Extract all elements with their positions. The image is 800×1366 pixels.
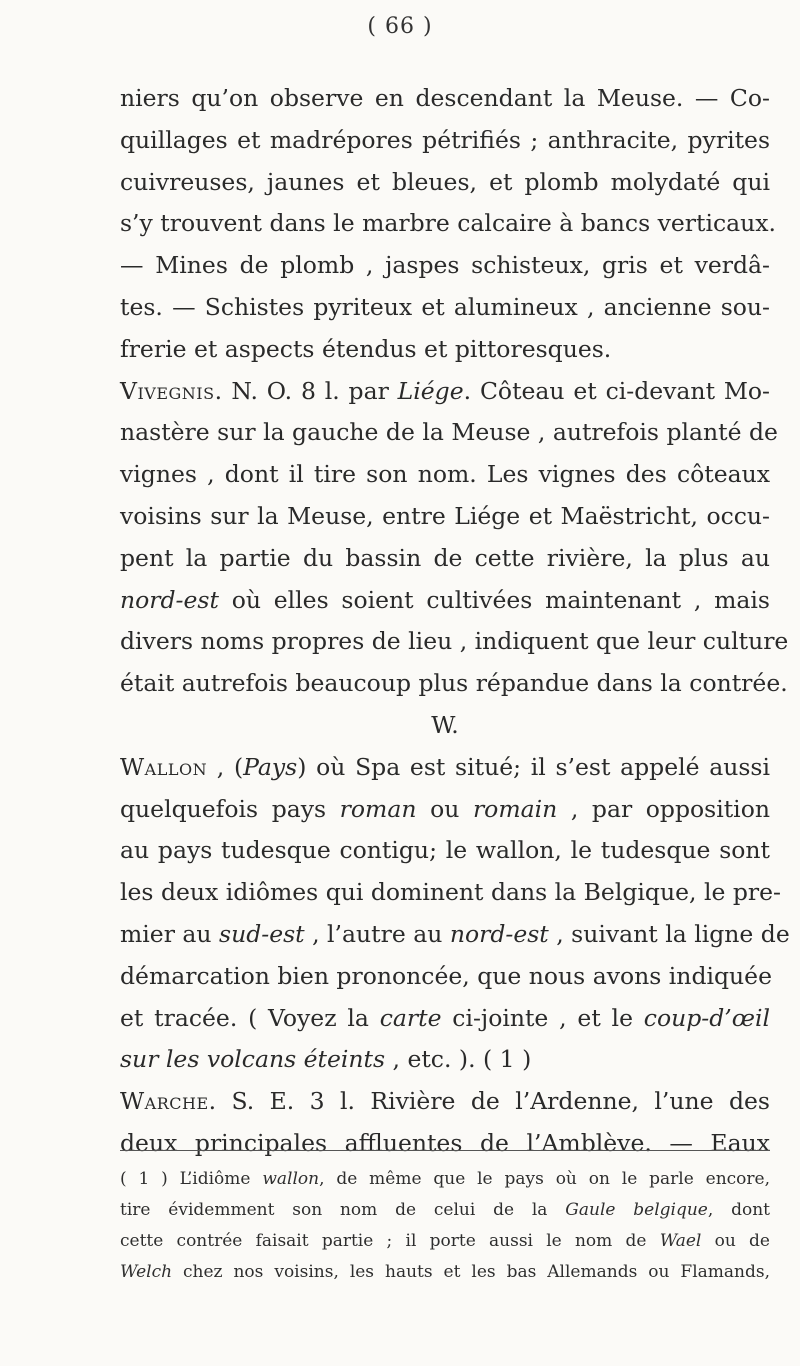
main-text — [120, 78, 790, 1165]
text-line: niers qu’on observe en descendant la Meuse. — Co- — [120, 84, 770, 112]
text-line: s’y trouvent dans le marbre calcaire à bancs verticaux. — [120, 209, 777, 238]
text-line: les deux idiômes qui dominent dans la Belgique, le pre- — [120, 878, 781, 907]
footnote — [120, 1164, 770, 1288]
italic-term: coup-d’œil — [643, 1003, 770, 1032]
entry-text: , etc. ). ( 1 ) — [385, 1045, 532, 1074]
entry-head-warche: Warche — [120, 1087, 209, 1116]
text-line: quillages et madrépores pétrifiés ; anthracite, pyrites — [120, 125, 770, 154]
text-line — [120, 580, 770, 622]
entry-wallon-line — [120, 747, 770, 789]
text-line: au pays tudesque contigu; le wallon, le tudesque sont — [120, 836, 770, 865]
place-liege: Liége — [397, 376, 464, 405]
entry-text: et tracée. ( Voyez la — [120, 1003, 380, 1032]
text-line — [120, 1039, 770, 1081]
footnote-line — [120, 1195, 770, 1226]
text-line — [120, 914, 790, 956]
italic-term: Welch — [120, 1262, 173, 1282]
entry-text: ) où Spa est situé; il s’est appelé aussi — [297, 752, 771, 781]
footnote-rule — [120, 1150, 770, 1151]
text-line: frerie et aspects étendus et pittoresques. — [120, 334, 612, 363]
footnote-text: tire évidemment son nom de celui de la — [120, 1200, 566, 1220]
footnote-line — [120, 1226, 770, 1257]
italic-term: sur les volcans éteints — [120, 1045, 386, 1074]
text-line: vignes , dont il tire son nom. Les vignes des côteaux — [120, 460, 770, 489]
italic-term: roman — [339, 794, 417, 823]
entry-text: ci-jointe , et le — [441, 1003, 644, 1032]
section-letter: W. — [431, 710, 459, 739]
italic-term: nord-est — [449, 919, 549, 948]
text-line: divers noms propres de lieu , indiquent que leur culture — [120, 627, 789, 656]
text-line: démarcation bien prononcée, que nous avons indiquée — [120, 961, 772, 990]
entry-head-wallon: Wallon — [120, 752, 208, 781]
entry-text: , par opposition — [557, 794, 770, 823]
text-line: cuivreuses, jaunes et bleues, et plomb molydaté qui — [120, 167, 770, 196]
text-line: pent la partie du bassin de cette rivière, la plus au — [120, 543, 770, 572]
entry-text: , ( — [207, 752, 244, 781]
footnote-text: ( 1 ) L’idiôme — [120, 1169, 263, 1189]
italic-term: romain — [472, 794, 558, 823]
italic-term: wallon — [262, 1169, 320, 1189]
entry-head-vivegnis: Vivegnis. — [120, 376, 223, 405]
entry-vivegnis-line — [120, 371, 770, 413]
footnote-line — [120, 1257, 770, 1288]
italic-term: Wael — [659, 1231, 702, 1251]
italic-term: carte — [379, 1003, 442, 1032]
footnote-text: , dont — [707, 1200, 771, 1220]
footnote-text: chez nos voisins, les hauts et les bas Allemands ou Flamands, — [172, 1262, 770, 1282]
entry-text: N. O. 8 l. par — [222, 376, 398, 405]
footnote-text: ou de — [701, 1231, 770, 1251]
entry-text: . Côteau et ci-devant Mo- — [463, 376, 770, 405]
text-line: — Mines de plomb , jaspes schisteux, gris et verdâ- — [120, 251, 770, 280]
entry-warche-line — [120, 1081, 770, 1123]
entry-text: , suivant la ligne de — [548, 919, 790, 948]
text-line: nastère sur la gauche de la Meuse , autrefois planté de — [120, 418, 778, 447]
entry-text: , l’autre au — [304, 919, 450, 948]
text-line: tes. — Schistes pyriteux et alumineux , ancienne sou- — [120, 292, 770, 321]
footnote-text: cette contrée faisait partie ; il porte aussi le nom de — [120, 1231, 660, 1251]
footnote-text: , de même que le pays où on le parle encore, — [319, 1169, 770, 1189]
italic-term: Gaule belgique — [565, 1200, 708, 1220]
italic-term: sud-est — [219, 919, 305, 948]
text-line: voisins sur la Meuse, entre Liége et Maëstricht, occu- — [120, 501, 770, 530]
italic-term: Pays — [243, 752, 298, 781]
entry-text: ou — [416, 794, 473, 823]
text-line: deux principales affluentes de l’Amblève. — Eaux — [120, 1128, 770, 1157]
entry-text: où elles soient cultivées maintenant , mais — [218, 585, 770, 614]
entry-text: mier au — [120, 919, 220, 948]
italic-term: nord-est — [120, 585, 219, 614]
text-line — [120, 789, 770, 831]
page-number: ( 66 ) — [367, 14, 433, 39]
text-line: était autrefois beaucoup plus répandue dans la contrée. — [120, 669, 788, 698]
entry-text: . S. E. 3 l. Rivière de l’Ardenne, l’une des — [208, 1087, 770, 1116]
entry-text: quelquefois pays — [120, 794, 340, 823]
text-line — [120, 998, 770, 1040]
footnote-line — [120, 1164, 770, 1195]
